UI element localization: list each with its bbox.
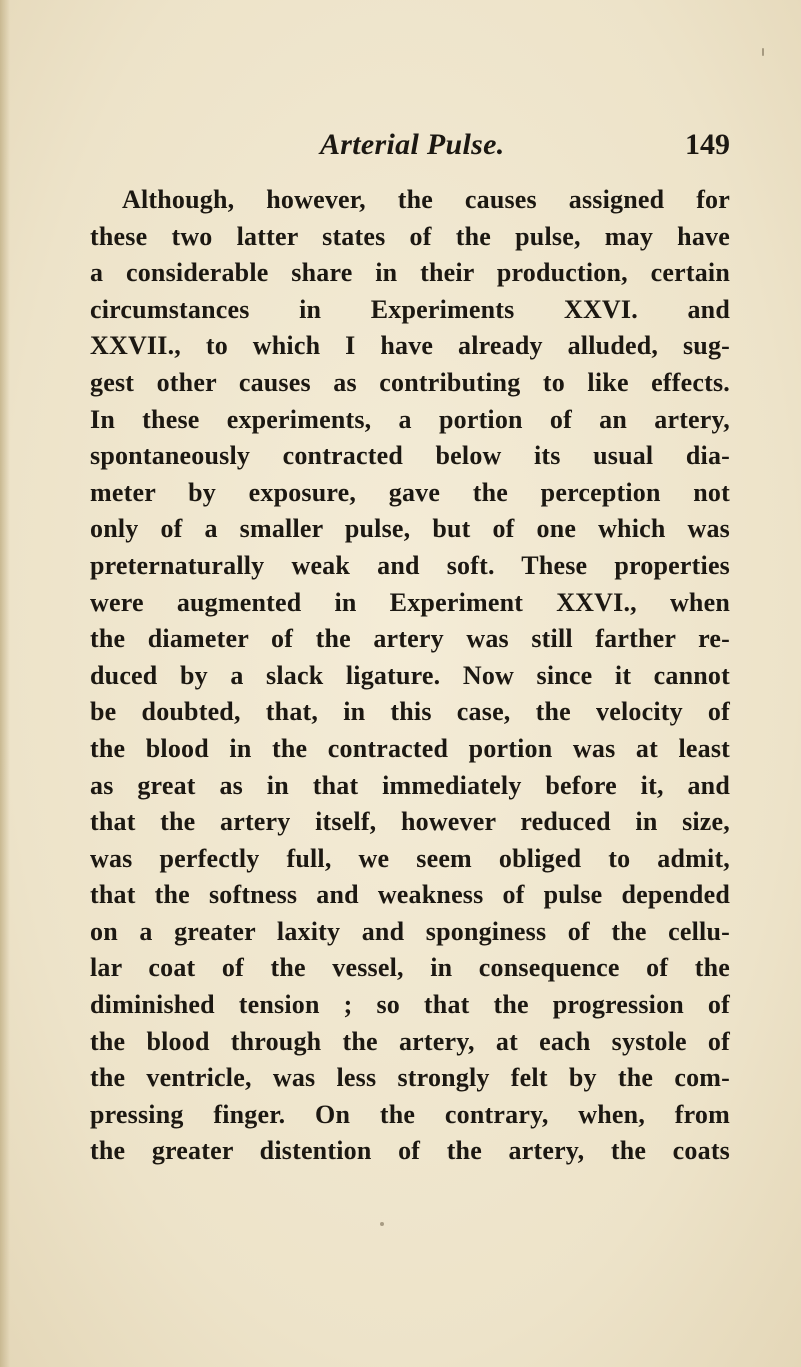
page-number: 149 — [685, 128, 730, 161]
text-line: on a greater laxity and sponginess of the cellu- — [90, 916, 730, 946]
text-line: pressing finger. On the contrary, when, from — [90, 1099, 730, 1129]
text-line: the ventricle, was less strongly felt by the com- — [90, 1063, 730, 1093]
paper-speck — [762, 48, 764, 56]
page-header — [90, 128, 730, 172]
text-line: the diameter of the artery was still farther re- — [90, 624, 730, 654]
paper-speck — [380, 1222, 384, 1226]
text-line: as great as in that immediately before it, and — [90, 770, 730, 800]
text-line: that the softness and weakness of pulse depended — [90, 880, 730, 910]
text-line: the blood in the contracted portion was at least — [90, 733, 730, 763]
text-line: the greater distention of the artery, the coats — [90, 1136, 730, 1166]
body-text — [90, 182, 730, 1170]
text-line: the blood through the artery, at each systole of — [90, 1026, 730, 1056]
text-line: a considerable share in their production, certain — [90, 258, 730, 288]
text-line: preternaturally weak and soft. These properties — [90, 550, 730, 580]
text-line: In these experiments, a portion of an artery, — [90, 404, 730, 434]
text-line: only of a smaller pulse, but of one which was — [90, 514, 730, 544]
page-binding-edge — [0, 0, 10, 1367]
text-line: that the artery itself, however reduced in size, — [90, 807, 730, 837]
text-line: XXVII., to which I have already alluded, sug- — [90, 331, 730, 361]
text-line: meter by exposure, gave the perception not — [90, 477, 730, 507]
text-line: lar coat of the vessel, in consequence of the — [90, 953, 730, 983]
text-line: diminished tension ; so that the progression of — [90, 990, 730, 1020]
text-line: circumstances in Experiments XXVI. and — [90, 294, 730, 324]
text-line: spontaneously contracted below its usual dia- — [90, 441, 730, 471]
text-line: was perfectly full, we seem obliged to admit, — [90, 843, 730, 873]
text-line: were augmented in Experiment XXVI., when — [90, 587, 730, 617]
text-line: duced by a slack ligature. Now since it cannot — [90, 660, 730, 690]
text-line: gest other causes as contributing to like effects. — [90, 367, 730, 397]
text-line: Although, however, the causes assigned for — [122, 185, 730, 214]
text-line: be doubted, that, in this case, the velocity of — [90, 697, 730, 727]
running-title: Arterial Pulse. — [320, 128, 505, 161]
text-line: these two latter states of the pulse, may have — [90, 221, 730, 251]
